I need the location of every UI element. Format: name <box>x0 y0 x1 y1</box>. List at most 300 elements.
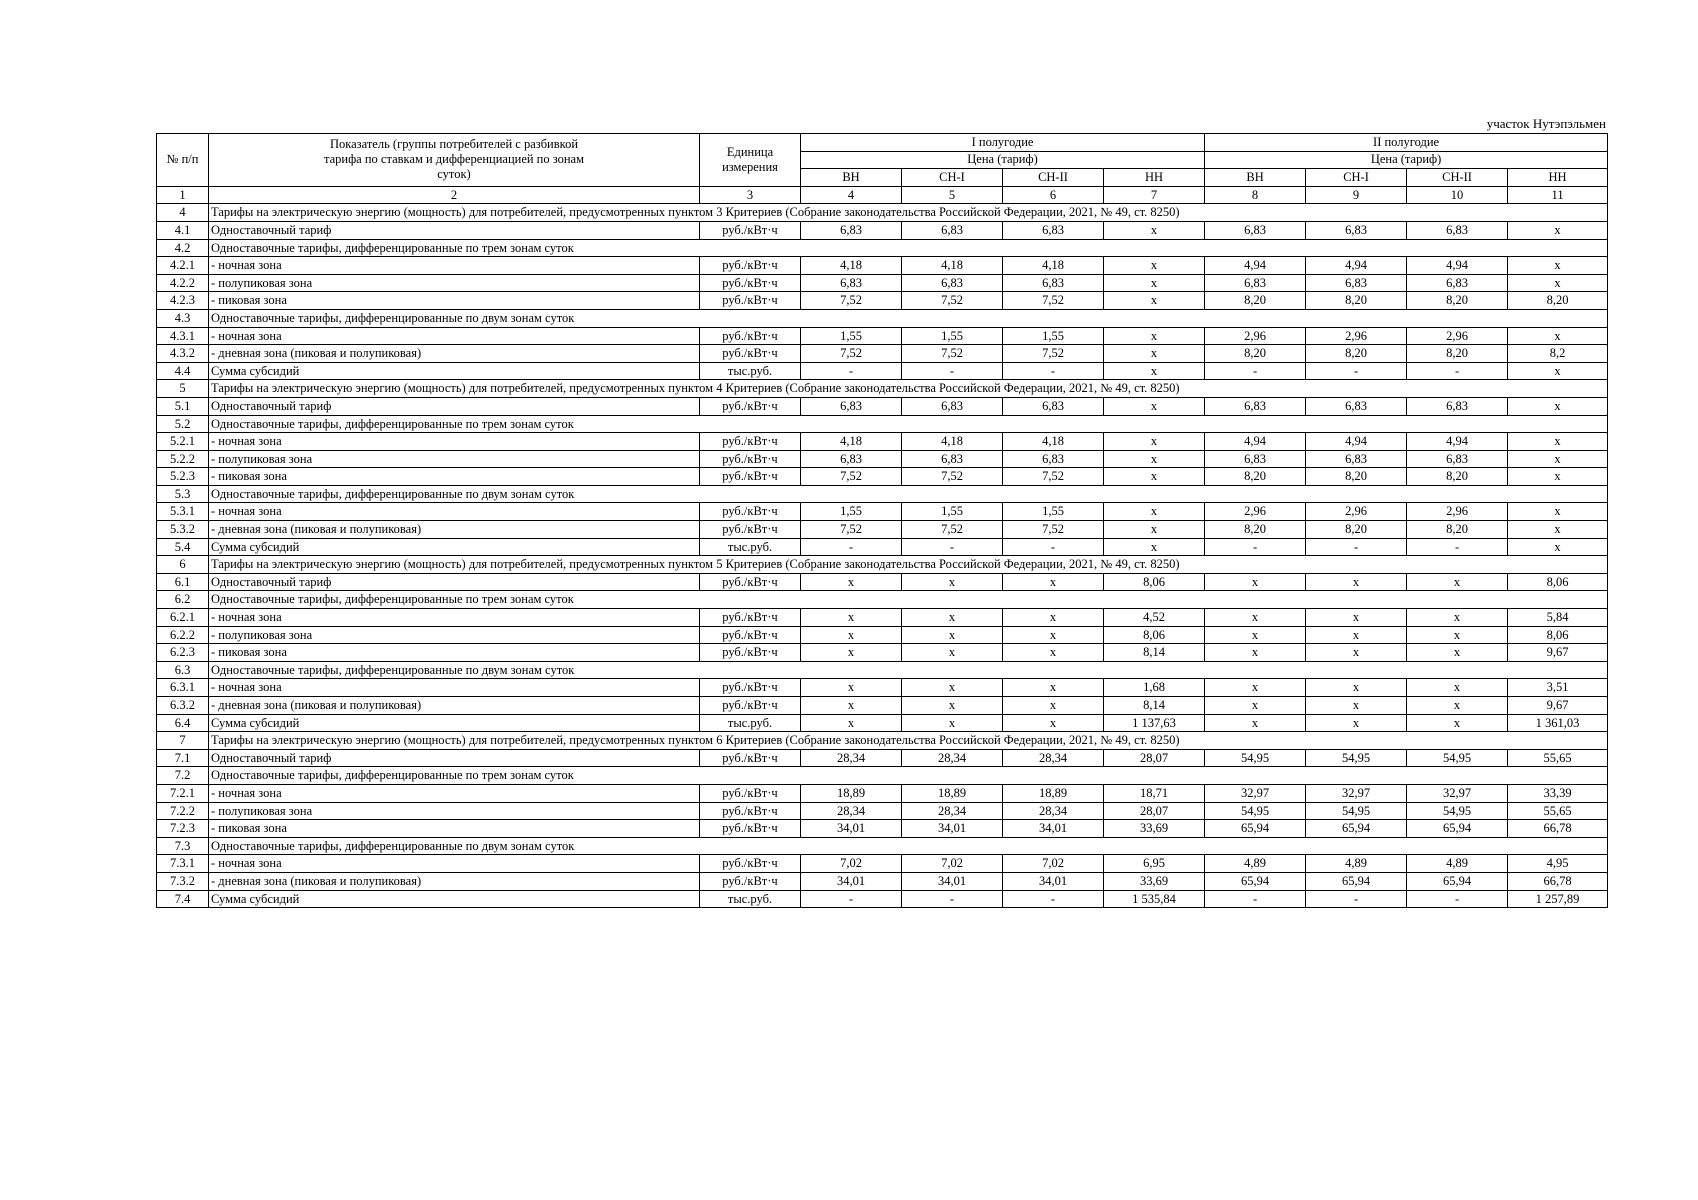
column-number: 11 <box>1508 186 1608 204</box>
row-value: 6,83 <box>902 450 1003 468</box>
row-value: х <box>902 697 1003 715</box>
row-value: 8,20 <box>1306 521 1407 539</box>
row-label: - полупиковая зона <box>209 274 700 292</box>
row-value: 2,96 <box>1407 327 1508 345</box>
header-unit: Единица измерения <box>700 134 801 187</box>
row-value: х <box>1104 521 1205 539</box>
row-value: х <box>1104 468 1205 486</box>
row-value: 6,83 <box>1407 274 1508 292</box>
section-number: 4 <box>157 204 209 222</box>
row-number: 6.4 <box>157 714 209 732</box>
row-unit: руб./кВт·ч <box>700 573 801 591</box>
row-value: 4,94 <box>1306 433 1407 451</box>
row-label: - ночная зона <box>209 609 700 627</box>
row-value: х <box>1205 697 1306 715</box>
row-value: 6,83 <box>1003 221 1104 239</box>
row-value: - <box>1407 362 1508 380</box>
row-value: х <box>1003 714 1104 732</box>
row-value: 6,83 <box>1205 397 1306 415</box>
row-value: 1 137,63 <box>1104 714 1205 732</box>
row-value: 8,20 <box>1205 292 1306 310</box>
row-value: 6,83 <box>902 274 1003 292</box>
row-value: х <box>1003 697 1104 715</box>
row-value: х <box>1306 644 1407 662</box>
row-value: 8,20 <box>1407 345 1508 363</box>
section-number: 7 <box>157 732 209 750</box>
row-number: 7.3 <box>157 837 209 855</box>
row-number: 7.4 <box>157 890 209 908</box>
table-row <box>157 503 1608 521</box>
row-value: 8,06 <box>1104 573 1205 591</box>
row-value: 6,83 <box>1407 221 1508 239</box>
row-unit: руб./кВт·ч <box>700 292 801 310</box>
row-value: - <box>1205 362 1306 380</box>
row-value: х <box>1508 538 1608 556</box>
row-unit: руб./кВт·ч <box>700 626 801 644</box>
row-value: х <box>1104 327 1205 345</box>
header-indicator: Показатель (группы потребителей с разбивкой тарифа по ставкам и дифференциацией по зонам суток) <box>209 134 700 187</box>
row-value: - <box>902 890 1003 908</box>
row-unit: руб./кВт·ч <box>700 784 801 802</box>
row-number: 7.2.2 <box>157 802 209 820</box>
row-value: 55,65 <box>1508 802 1608 820</box>
row-value: 4,89 <box>1407 855 1508 873</box>
row-value: 6,83 <box>902 221 1003 239</box>
row-label: - ночная зона <box>209 257 700 275</box>
row-value: 32,97 <box>1407 784 1508 802</box>
row-value: - <box>1205 538 1306 556</box>
row-value: х <box>1205 679 1306 697</box>
row-value: 1,55 <box>902 503 1003 521</box>
table-row <box>157 837 1608 855</box>
row-value: 6,83 <box>1003 274 1104 292</box>
table-row <box>157 591 1608 609</box>
row-number: 5.2.1 <box>157 433 209 451</box>
header-level-nn-1: НН <box>1104 169 1205 187</box>
row-number: 7.3.1 <box>157 855 209 873</box>
row-value: х <box>1407 573 1508 591</box>
row-value: х <box>902 714 1003 732</box>
row-value: х <box>1407 714 1508 732</box>
header-price-2: Цена (тариф) <box>1205 151 1608 169</box>
row-value: 18,89 <box>1003 784 1104 802</box>
section-title: Тарифы на электрическую энергию (мощность) для потребителей, предусмотренных пунктом 4 Критериев (Собрание законодательства Российской Федерации, 2021, № 49, ст. 8250) <box>209 380 1608 398</box>
row-value: 2,96 <box>1306 503 1407 521</box>
section-row <box>157 556 1608 574</box>
row-value: 65,94 <box>1306 820 1407 838</box>
row-value: 9,67 <box>1508 697 1608 715</box>
row-value: 8,06 <box>1508 573 1608 591</box>
row-value: 8,20 <box>1306 468 1407 486</box>
row-value: 6,83 <box>1205 221 1306 239</box>
row-value: 1,55 <box>801 327 902 345</box>
table-row <box>157 855 1608 873</box>
row-unit: руб./кВт·ч <box>700 609 801 627</box>
row-value: 18,89 <box>801 784 902 802</box>
row-value: х <box>1306 714 1407 732</box>
row-label: - полупиковая зона <box>209 802 700 820</box>
row-label: Одноставочные тарифы, дифференцированные по трем зонам суток <box>209 591 1608 609</box>
row-unit: руб./кВт·ч <box>700 433 801 451</box>
row-value: 7,52 <box>902 292 1003 310</box>
row-number: 4.2.3 <box>157 292 209 310</box>
row-unit: тыс.руб. <box>700 890 801 908</box>
table-row <box>157 890 1608 908</box>
row-unit: тыс.руб. <box>700 538 801 556</box>
row-number: 4.1 <box>157 221 209 239</box>
row-unit: руб./кВт·ч <box>700 257 801 275</box>
row-value: 8,14 <box>1104 697 1205 715</box>
row-value: 66,78 <box>1508 820 1608 838</box>
row-value: 6,83 <box>1205 450 1306 468</box>
row-value: 7,52 <box>902 345 1003 363</box>
row-value: 8,20 <box>1205 468 1306 486</box>
row-value: х <box>1407 644 1508 662</box>
row-label: Одноставочные тарифы, дифференцированные по двум зонам суток <box>209 309 1608 327</box>
table-body <box>157 204 1608 908</box>
header-level-vn-1: ВН <box>801 169 902 187</box>
row-value: 54,95 <box>1306 749 1407 767</box>
row-value: - <box>1407 538 1508 556</box>
row-value: 9,67 <box>1508 644 1608 662</box>
row-number: 6.3.1 <box>157 679 209 697</box>
row-number: 5.2 <box>157 415 209 433</box>
row-unit: руб./кВт·ч <box>700 327 801 345</box>
section-title: Тарифы на электрическую энергию (мощность) для потребителей, предусмотренных пунктом 6 Критериев (Собрание законодательства Российской Федерации, 2021, № 49, ст. 8250) <box>209 732 1608 750</box>
table-row <box>157 221 1608 239</box>
row-value: - <box>1306 538 1407 556</box>
row-unit: руб./кВт·ч <box>700 644 801 662</box>
section-row <box>157 380 1608 398</box>
row-label: - ночная зона <box>209 679 700 697</box>
row-value: 28,34 <box>902 749 1003 767</box>
row-value: 6,83 <box>1306 274 1407 292</box>
section-number: 5 <box>157 380 209 398</box>
table-row <box>157 644 1608 662</box>
row-value: - <box>1003 538 1104 556</box>
row-value: х <box>1205 573 1306 591</box>
row-value: 34,01 <box>902 872 1003 890</box>
row-value: 54,95 <box>1306 802 1407 820</box>
row-value: - <box>1003 362 1104 380</box>
row-value: х <box>801 697 902 715</box>
row-value: 34,01 <box>902 820 1003 838</box>
row-value: 65,94 <box>1407 820 1508 838</box>
row-value: 6,83 <box>1306 221 1407 239</box>
row-value: 65,94 <box>1407 872 1508 890</box>
row-value: 65,94 <box>1306 872 1407 890</box>
row-value: - <box>1306 890 1407 908</box>
row-number: 5.1 <box>157 397 209 415</box>
row-value: 34,01 <box>801 820 902 838</box>
table-row <box>157 573 1608 591</box>
row-value: 7,52 <box>902 468 1003 486</box>
row-unit: руб./кВт·ч <box>700 397 801 415</box>
row-value: 4,94 <box>1306 257 1407 275</box>
row-unit: тыс.руб. <box>700 714 801 732</box>
header-half1: I полугодие <box>801 134 1205 152</box>
row-unit: руб./кВт·ч <box>700 274 801 292</box>
row-unit: руб./кВт·ч <box>700 468 801 486</box>
column-number: 1 <box>157 186 209 204</box>
row-value: 1 535,84 <box>1104 890 1205 908</box>
row-value: 7,02 <box>1003 855 1104 873</box>
table-row <box>157 661 1608 679</box>
column-number: 4 <box>801 186 902 204</box>
row-value: 6,83 <box>902 397 1003 415</box>
row-value: х <box>801 679 902 697</box>
column-number: 2 <box>209 186 700 204</box>
row-value: х <box>1104 450 1205 468</box>
row-number: 6.2.1 <box>157 609 209 627</box>
table-row <box>157 521 1608 539</box>
row-number: 4.2.1 <box>157 257 209 275</box>
row-value: - <box>801 890 902 908</box>
row-value: 4,94 <box>1407 433 1508 451</box>
row-value: 6,83 <box>801 450 902 468</box>
row-value: 8,20 <box>1306 292 1407 310</box>
row-label: Одноставочный тариф <box>209 573 700 591</box>
row-value: 7,02 <box>801 855 902 873</box>
row-label: Одноставочные тарифы, дифференцированные по трем зонам суток <box>209 767 1608 785</box>
row-value: х <box>1407 697 1508 715</box>
row-value: 4,94 <box>1407 257 1508 275</box>
row-value: х <box>902 679 1003 697</box>
row-unit: руб./кВт·ч <box>700 872 801 890</box>
row-unit: руб./кВт·ч <box>700 521 801 539</box>
column-number: 9 <box>1306 186 1407 204</box>
column-number: 7 <box>1104 186 1205 204</box>
row-label: - полупиковая зона <box>209 450 700 468</box>
row-value: 4,18 <box>801 257 902 275</box>
table-row <box>157 485 1608 503</box>
row-value: х <box>1205 609 1306 627</box>
row-value: 55,65 <box>1508 749 1608 767</box>
row-unit: руб./кВт·ч <box>700 503 801 521</box>
row-label: Одноставочные тарифы, дифференцированные по двум зонам суток <box>209 837 1608 855</box>
row-value: 32,97 <box>1205 784 1306 802</box>
row-value: - <box>1205 890 1306 908</box>
row-value: х <box>1508 327 1608 345</box>
row-value: х <box>1508 521 1608 539</box>
row-value: 4,95 <box>1508 855 1608 873</box>
row-value: х <box>1003 679 1104 697</box>
row-label: - пиковая зона <box>209 644 700 662</box>
header-level-sn2-2: СН-II <box>1407 169 1508 187</box>
row-value: 4,18 <box>801 433 902 451</box>
row-value: х <box>1003 609 1104 627</box>
row-value: 6,83 <box>1407 450 1508 468</box>
row-number: 7.1 <box>157 749 209 767</box>
section-title: Тарифы на электрическую энергию (мощность) для потребителей, предусмотренных пунктом 5 Критериев (Собрание законодательства Российской Федерации, 2021, № 49, ст. 8250) <box>209 556 1608 574</box>
section-title: Тарифы на электрическую энергию (мощность) для потребителей, предусмотренных пунктом 3 Критериев (Собрание законодательства Российской Федерации, 2021, № 49, ст. 8250) <box>209 204 1608 222</box>
row-value: х <box>1508 450 1608 468</box>
row-value: х <box>1003 644 1104 662</box>
row-label: - ночная зона <box>209 503 700 521</box>
row-value: х <box>1003 626 1104 644</box>
row-value: 4,94 <box>1205 257 1306 275</box>
table-row <box>157 697 1608 715</box>
row-value: 5,84 <box>1508 609 1608 627</box>
row-value: х <box>1407 609 1508 627</box>
row-number: 5.3 <box>157 485 209 503</box>
row-value: х <box>902 573 1003 591</box>
row-value: 8,20 <box>1205 345 1306 363</box>
row-number: 7.2 <box>157 767 209 785</box>
row-label: Одноставочный тариф <box>209 221 700 239</box>
table-row <box>157 872 1608 890</box>
column-number: 8 <box>1205 186 1306 204</box>
tariff-table <box>156 133 1608 908</box>
row-value: х <box>1104 345 1205 363</box>
header-level-vn-2: ВН <box>1205 169 1306 187</box>
table-row <box>157 309 1608 327</box>
row-label: - дневная зона (пиковая и полупиковая) <box>209 697 700 715</box>
row-value: 4,18 <box>902 433 1003 451</box>
row-value: 8,20 <box>1407 521 1508 539</box>
row-value: 28,34 <box>1003 802 1104 820</box>
row-value: 18,89 <box>902 784 1003 802</box>
row-unit: руб./кВт·ч <box>700 345 801 363</box>
row-label: Одноставочный тариф <box>209 749 700 767</box>
row-label: Одноставочные тарифы, дифференцированные по трем зонам суток <box>209 239 1608 257</box>
table-row <box>157 362 1608 380</box>
row-value: х <box>1306 609 1407 627</box>
row-label: - дневная зона (пиковая и полупиковая) <box>209 345 700 363</box>
table-row <box>157 327 1608 345</box>
row-value: 34,01 <box>801 872 902 890</box>
row-value: - <box>801 362 902 380</box>
row-value: х <box>1104 397 1205 415</box>
row-value: х <box>902 644 1003 662</box>
row-value: х <box>801 626 902 644</box>
row-value: 54,95 <box>1407 802 1508 820</box>
row-value: 2,96 <box>1205 503 1306 521</box>
row-value: х <box>1407 626 1508 644</box>
row-value: х <box>902 609 1003 627</box>
row-value: х <box>902 626 1003 644</box>
row-value: 3,51 <box>1508 679 1608 697</box>
row-number: 6.2.2 <box>157 626 209 644</box>
row-value: 6,83 <box>1205 274 1306 292</box>
table-row <box>157 749 1608 767</box>
row-value: х <box>1306 679 1407 697</box>
row-value: - <box>1003 890 1104 908</box>
row-value: 65,94 <box>1205 872 1306 890</box>
row-value: х <box>1306 697 1407 715</box>
row-value: 28,34 <box>801 749 902 767</box>
row-label: Одноставочный тариф <box>209 397 700 415</box>
row-value: х <box>1508 397 1608 415</box>
row-value: 28,34 <box>1003 749 1104 767</box>
row-value: 6,83 <box>801 397 902 415</box>
row-number: 6.2 <box>157 591 209 609</box>
row-value: 8,20 <box>1407 468 1508 486</box>
row-number: 6.2.3 <box>157 644 209 662</box>
row-value: х <box>1104 538 1205 556</box>
row-value: х <box>1205 644 1306 662</box>
header-half2: II полугодие <box>1205 134 1608 152</box>
row-value: 8,20 <box>1508 292 1608 310</box>
table-row <box>157 626 1608 644</box>
row-number: 5.2.3 <box>157 468 209 486</box>
column-number: 5 <box>902 186 1003 204</box>
table-row <box>157 450 1608 468</box>
row-label: - ночная зона <box>209 855 700 873</box>
row-value: х <box>801 714 902 732</box>
row-label: - дневная зона (пиковая и полупиковая) <box>209 521 700 539</box>
row-number: 5.2.2 <box>157 450 209 468</box>
row-value: 7,52 <box>1003 521 1104 539</box>
table-row <box>157 714 1608 732</box>
row-value: х <box>1104 362 1205 380</box>
row-number: 4.3.2 <box>157 345 209 363</box>
row-value: 6,83 <box>1003 397 1104 415</box>
row-number: 4.2 <box>157 239 209 257</box>
row-value: 1,55 <box>1003 503 1104 521</box>
row-value: 1,55 <box>1003 327 1104 345</box>
row-value: 7,52 <box>1003 468 1104 486</box>
row-value: 6,83 <box>1003 450 1104 468</box>
row-value: х <box>801 573 902 591</box>
header-no: № п/п <box>157 134 209 187</box>
row-label: Сумма субсидий <box>209 714 700 732</box>
location-label: участок Нутэпэльмен <box>1486 116 1606 131</box>
row-value: х <box>1508 221 1608 239</box>
row-value: - <box>1306 362 1407 380</box>
row-value: 8,20 <box>1407 292 1508 310</box>
row-value: 18,71 <box>1104 784 1205 802</box>
row-value: х <box>1205 714 1306 732</box>
table-row <box>157 433 1608 451</box>
table-header <box>157 134 1608 204</box>
row-value: х <box>1508 503 1608 521</box>
row-value: 2,96 <box>1407 503 1508 521</box>
row-value: 7,52 <box>801 468 902 486</box>
column-number: 3 <box>700 186 801 204</box>
header-level-sn2-1: СН-II <box>1003 169 1104 187</box>
row-unit: руб./кВт·ч <box>700 855 801 873</box>
row-label: - ночная зона <box>209 433 700 451</box>
row-value: 28,34 <box>902 802 1003 820</box>
row-value: 1 361,03 <box>1508 714 1608 732</box>
section-row <box>157 204 1608 222</box>
row-label: - ночная зона <box>209 784 700 802</box>
row-unit: тыс.руб. <box>700 362 801 380</box>
row-value: 4,52 <box>1104 609 1205 627</box>
row-value: 6,83 <box>1306 397 1407 415</box>
row-label: - пиковая зона <box>209 820 700 838</box>
row-value: 54,95 <box>1407 749 1508 767</box>
column-number: 10 <box>1407 186 1508 204</box>
row-value: х <box>1508 433 1608 451</box>
row-value: 1,68 <box>1104 679 1205 697</box>
row-value: 4,89 <box>1205 855 1306 873</box>
header-price-1: Цена (тариф) <box>801 151 1205 169</box>
column-number: 6 <box>1003 186 1104 204</box>
row-value: х <box>1104 503 1205 521</box>
header-level-nn-2: НН <box>1508 169 1608 187</box>
row-label: Сумма субсидий <box>209 890 700 908</box>
row-label: - дневная зона (пиковая и полупиковая) <box>209 872 700 890</box>
row-value: 28,07 <box>1104 749 1205 767</box>
section-number: 6 <box>157 556 209 574</box>
row-label: - пиковая зона <box>209 468 700 486</box>
row-number: 6.3 <box>157 661 209 679</box>
table-row <box>157 415 1608 433</box>
table-row <box>157 820 1608 838</box>
row-number: 4.3.1 <box>157 327 209 345</box>
